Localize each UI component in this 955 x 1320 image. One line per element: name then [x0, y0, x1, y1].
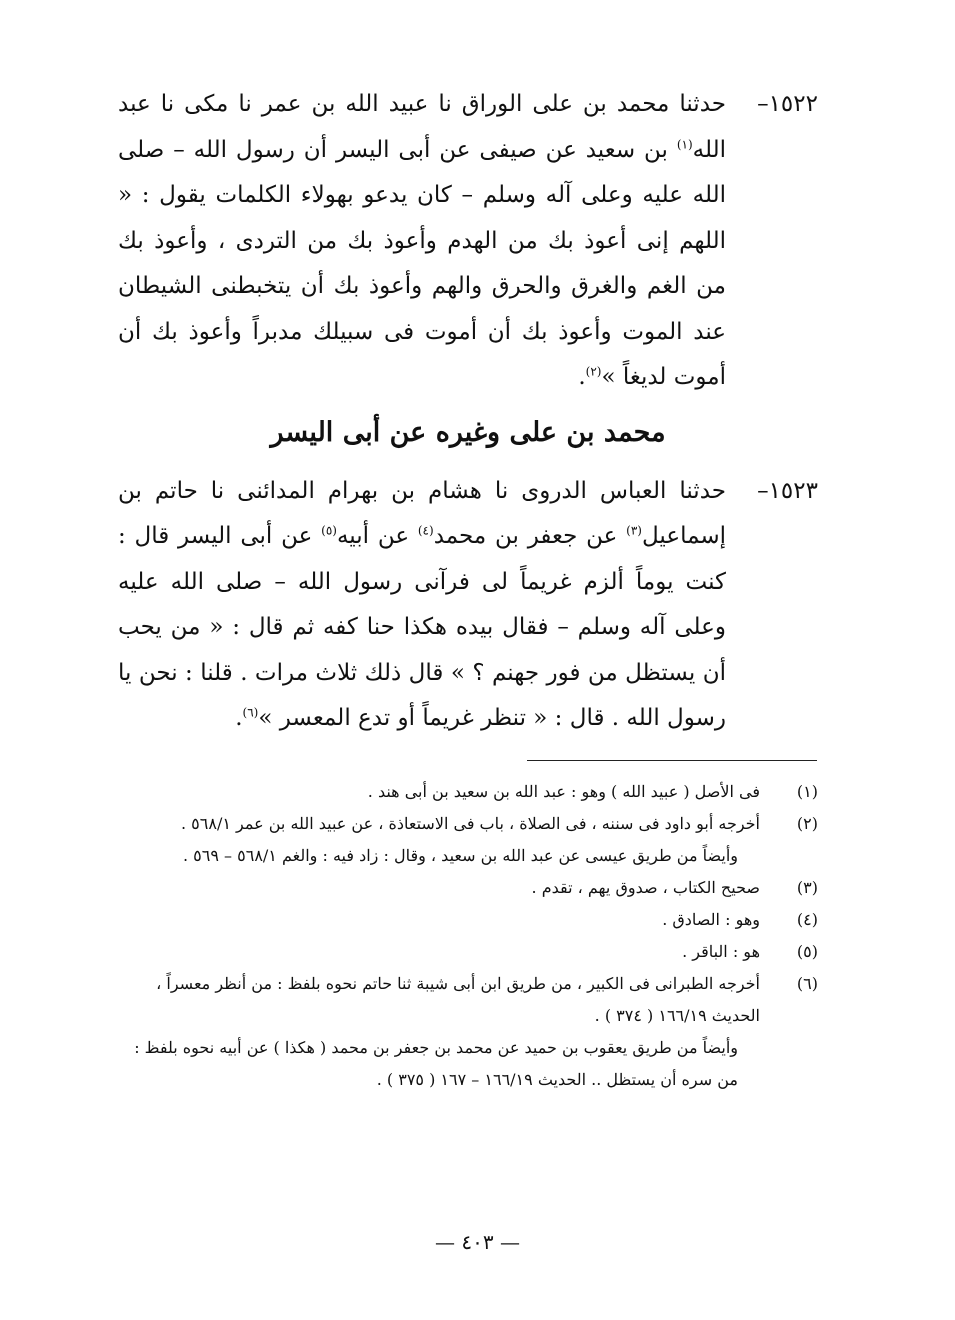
- hadith-1523: [118, 469, 818, 742]
- footnote-4: [118, 904, 818, 936]
- footnote-text: أخرجه أبو داود فى سننه ، فى الصلاة ، باب فى الاستعاذة ، عن عبيد الله بن عمر ٥٦٨/١ .: [181, 814, 760, 833]
- footnote-number: (٣): [796, 878, 818, 897]
- footnote-ref: (٣): [626, 523, 642, 538]
- hadith-text: [118, 469, 726, 742]
- footnotes: [118, 776, 818, 1096]
- hadith-text-segment: عن جعفر بن محمد: [433, 523, 618, 549]
- hadith-text: [118, 82, 726, 401]
- hadith-text-segment: حدثنا محمد بن على الوراق نا عبيد الله بن عمر نا مكى نا عبد الله: [118, 91, 726, 163]
- footnote-2: [118, 808, 818, 872]
- footnote-number: (١): [796, 782, 818, 801]
- page-body: [118, 82, 818, 742]
- footnote-text: صحيح الكتاب ، صدوق يهم ، تقدم .: [531, 878, 760, 897]
- hadith-number: ١٥٢٣–: [757, 477, 818, 504]
- footnote-divider: [527, 760, 817, 761]
- footnote-number: (٤): [796, 910, 818, 929]
- hadith-text-segment: .: [235, 705, 243, 731]
- footnote-continuation: وأيضاً من طريق عيسى عن عبد الله بن سعيد ، وقال : زاد فيه : والغم ٥٦٨/١ – ٥٦٩ .: [183, 846, 738, 865]
- hadith-text-segment: .: [578, 364, 586, 390]
- hadith-text-segment: بن سعيد عن صيفى عن أبى اليسر أن رسول الله – صلى الله عليه وعلى آله وسلم – كان يدعو بهولاء الكلمات يقول : « اللهم إنى أعوذ بك من الهدم وأعوذ بك من التردى ، وأعوذ بك من الغم والغرق والحرق والهم وأعوذ بك أن يتخبطنى الشيطان عند الموت وأعوذ بك أن أموت فى سبيلك مدبراً وأعوذ بك أن أموت لديغاً »: [118, 136, 726, 390]
- footnote-ref: (٦): [242, 705, 259, 720]
- footnote-ref: (١): [676, 136, 693, 151]
- section-heading: محمد بن على وغيره عن أبى اليسر: [270, 416, 666, 448]
- hadith-text-segment: عن أبيه: [336, 523, 410, 549]
- footnote-text: فى الأصل ( عبيد الله ) وهو : عبد الله بن سعيد بن أبى هند .: [367, 782, 760, 801]
- hadith-text-segment: حدثنا العباس الدروى نا هشام بن بهرام المدائنى نا حاتم بن إسماعيل: [118, 477, 727, 549]
- footnote-3: [118, 872, 818, 904]
- footnote-number: (٢): [796, 814, 818, 833]
- footnote-ref: (٤): [417, 523, 434, 538]
- footnote-6: [118, 968, 818, 1096]
- hadith-1522: [118, 82, 818, 401]
- footnote-1: [118, 776, 818, 808]
- footnote-text: أخرجه الطبرانى فى الكبير ، من طريق ابن أبى شيبة ثنا حاتم نحوه بلفظ : من أنظر معسراً ، الحديث ١٦٦/١٩ ( ٣٧٤ ) .: [156, 974, 760, 1025]
- footnote-ref: (٢): [585, 364, 602, 379]
- footnote-5: [118, 936, 818, 968]
- footnote-number: (٥): [796, 942, 818, 961]
- page-number: — ٤٠٣ —: [435, 1230, 520, 1254]
- hadith-text-segment: عن أبى اليسر قال : كنت يوماً ألزم غريماً لى فرآنى رسول الله – صلى الله عليه وعلى آله وسلم – فقال بيده هكذا حنا كفه ثم قال : « من يحب أن يستظل من فور جهنم ؟ » قال ذلك ثلاث مرات . قلنا : نحن يا رسول الله . قال : « تنظر غريماً أو تدع المعسر »: [118, 523, 726, 731]
- footnote-continuation: وأيضاً من طريق يعقوب بن حميد عن محمد بن جعفر بن محمد ( هكذا ) عن أبيه نحوه بلفظ : من سره أن يستظل .. الحديث ١٦٦/١٩ – ١٦٧ ( ٣٧٥ ) .: [134, 1038, 738, 1089]
- footnote-ref: (٥): [321, 523, 337, 538]
- footnote-text: وهو : الصادق .: [662, 910, 760, 929]
- footnote-text: هو : الباقر .: [682, 942, 760, 961]
- footnote-number: (٦): [796, 974, 818, 993]
- hadith-number: ١٥٢٢–: [757, 91, 818, 117]
